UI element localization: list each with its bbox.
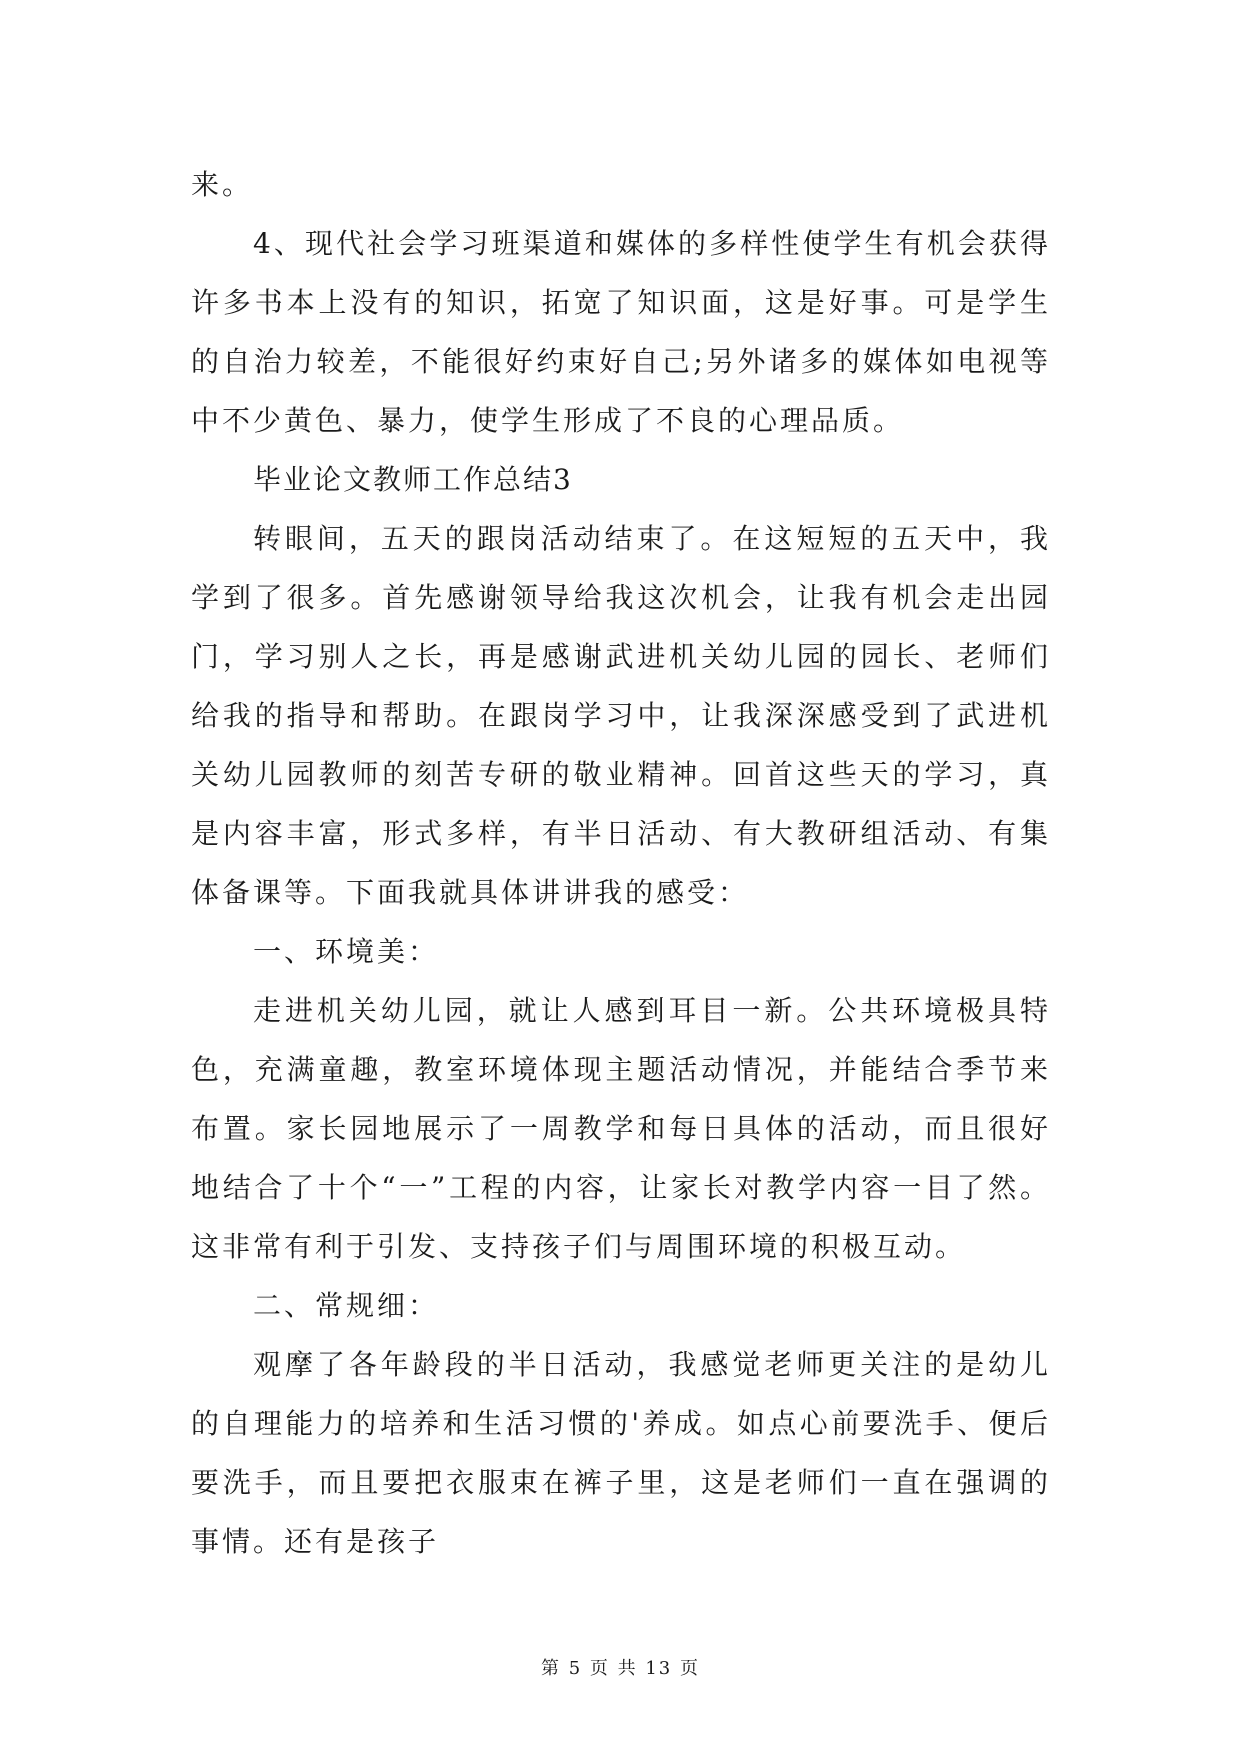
- subheading-routine: 二、常规细：: [253, 1289, 440, 1322]
- paragraph-routine: 观摩了各年龄段的半日活动，我感觉老师更关注的是幼儿的自理能力的培养和生活习惯的'养成。如点心前要洗手、便后要洗手，而且要把衣服束在裤子里，这是老师们一直在强调的事情。还有是孩子: [191, 1348, 1051, 1558]
- page-number-footer: 第 5 页 共 13 页: [541, 1658, 700, 1679]
- paragraph-intro: 转眼间，五天的跟岗活动结束了。在这短短的五天中，我学到了很多。首先感谢领导给我这次机会，让我有机会走出园门，学习别人之长，再是感谢武进机关幼儿园的园长、老师们给我的指导和帮助。在跟岗学习中，让我深深感受到了武进机关幼儿园教师的刻苦专研的敬业精神。回首这些天的学习，真是内容丰富，形式多样，有半日活动、有大教研组活动、有集体备课等。下面我就具体讲讲我的感受：: [191, 522, 1051, 909]
- paragraph-environment: 走进机关幼儿园，就让人感到耳目一新。公共环境极具特色，充满童趣，教室环境体现主题活动情况，并能结合季节来布置。家长园地展示了一周教学和每日具体的活动，而且很好地结合了十个“一”工程的内容，让家长对教学内容一目了然。这非常有利于引发、支持孩子们与周围环境的积极互动。: [191, 994, 1051, 1263]
- document-body: [191, 155, 1051, 1571]
- subheading-environment: 一、环境美：: [253, 935, 440, 968]
- paragraph-point-4: 4、现代社会学习班渠道和媒体的多样性使学生有机会获得许多书本上没有的知识，拓宽了知识面，这是好事。可是学生的自治力较差，不能很好约束好自己;另外诸多的媒体如电视等中不少黄色、暴力，使学生形成了不良的心理品质。: [191, 227, 1051, 437]
- paragraph-continuation: 来。: [191, 168, 254, 201]
- section-heading: 毕业论文教师工作总结3: [253, 463, 573, 496]
